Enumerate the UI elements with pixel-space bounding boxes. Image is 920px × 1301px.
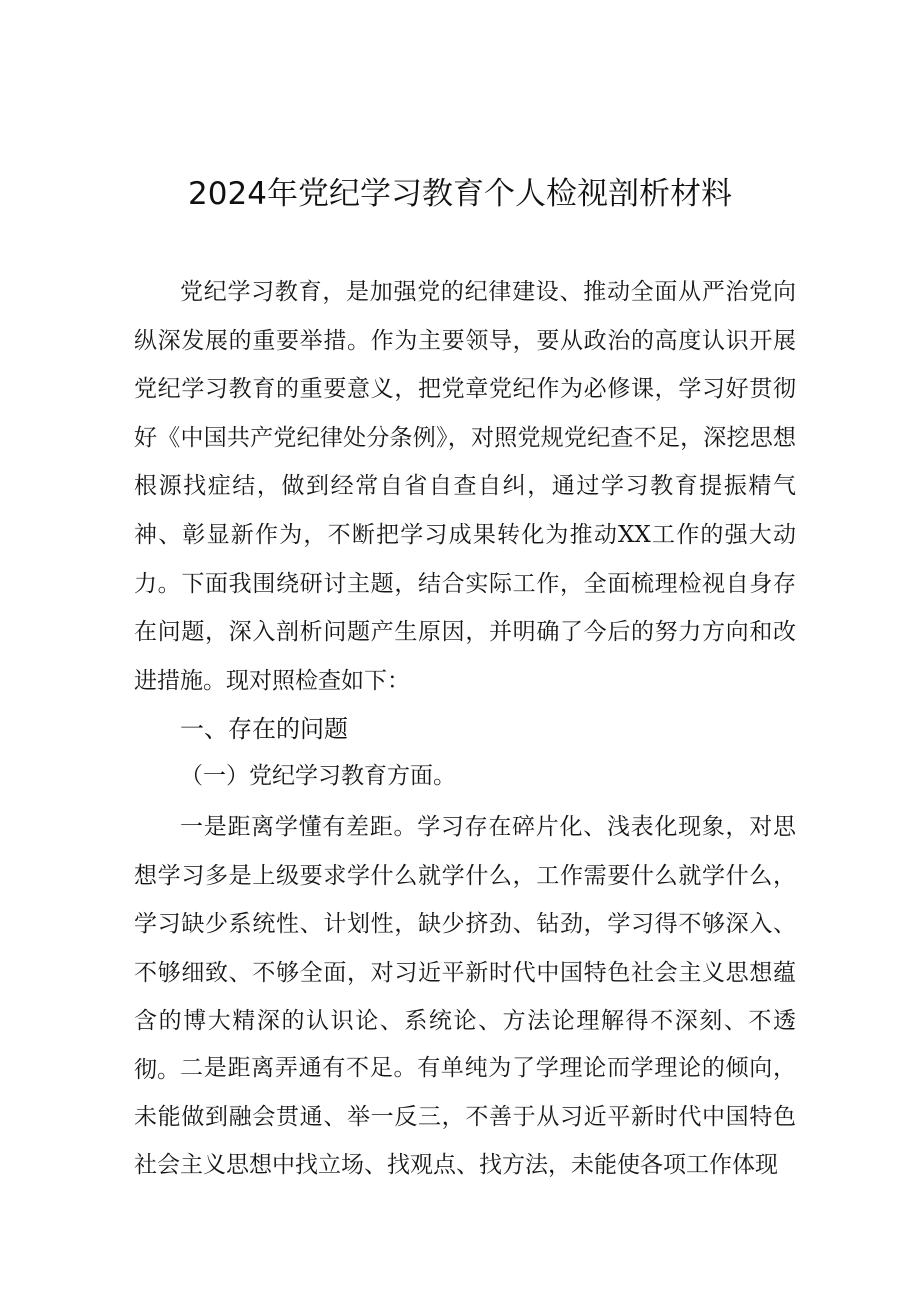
intro-block (134, 268, 796, 705)
paragraph-block-2 (134, 1044, 796, 1190)
body-paragraph-2: 二是距离弄通有不足。有单纯为了学理论而学理论的倾向，未能做到融会贯通、举一反三，不善于从习近平新时代中国特色社会主义思想中找立场、找观点、找方法，未能使各项工作体现 (134, 1055, 796, 1179)
body-paragraph-1: 一是距离学懂有差距。学习存在碎片化、浅表化现象，对思想学习多是上级要求学什么就学什么，工作需要什么就学什么，学习缺少系统性、计划性，缺少挤劲、钻劲，学习得不够深入、不够细致、不够全面，对习近平新时代中国特色社会主义思想蕴含的博大精深的认识论、系统论、方法论理解得不深刻、不透彻。 (134, 814, 796, 1083)
section-heading: 一、存在的问题 (180, 715, 348, 743)
subsection-heading: （一）党纪学习教育方面。 (180, 763, 456, 789)
document-title: 2024年党纪学习教育个人检视剖析材料 (188, 176, 732, 212)
intro-paragraph: 党纪学习教育，是加强党的纪律建设、推动全面从严治党向纵深发展的重要举措。作为主要领导，要从政治的高度认识开展党纪学习教育的重要意义，把党章党纪作为必修课，学习好贯彻好《中国共产党纪律处分条例》，对照党规党纪查不足，深挖思想根源找症结，做到经常自省自查自纠，通过学习教育提振精气神、彰显新作为，不断把学习成果转化为推动XX工作的强大动力。下面我围绕研讨主题，结合实际工作，全面梳理检视自身存在问题，深入剖析问题产生原因，并明确了今后的努力方向和改进措施。现对照检查如下： (134, 279, 796, 694)
